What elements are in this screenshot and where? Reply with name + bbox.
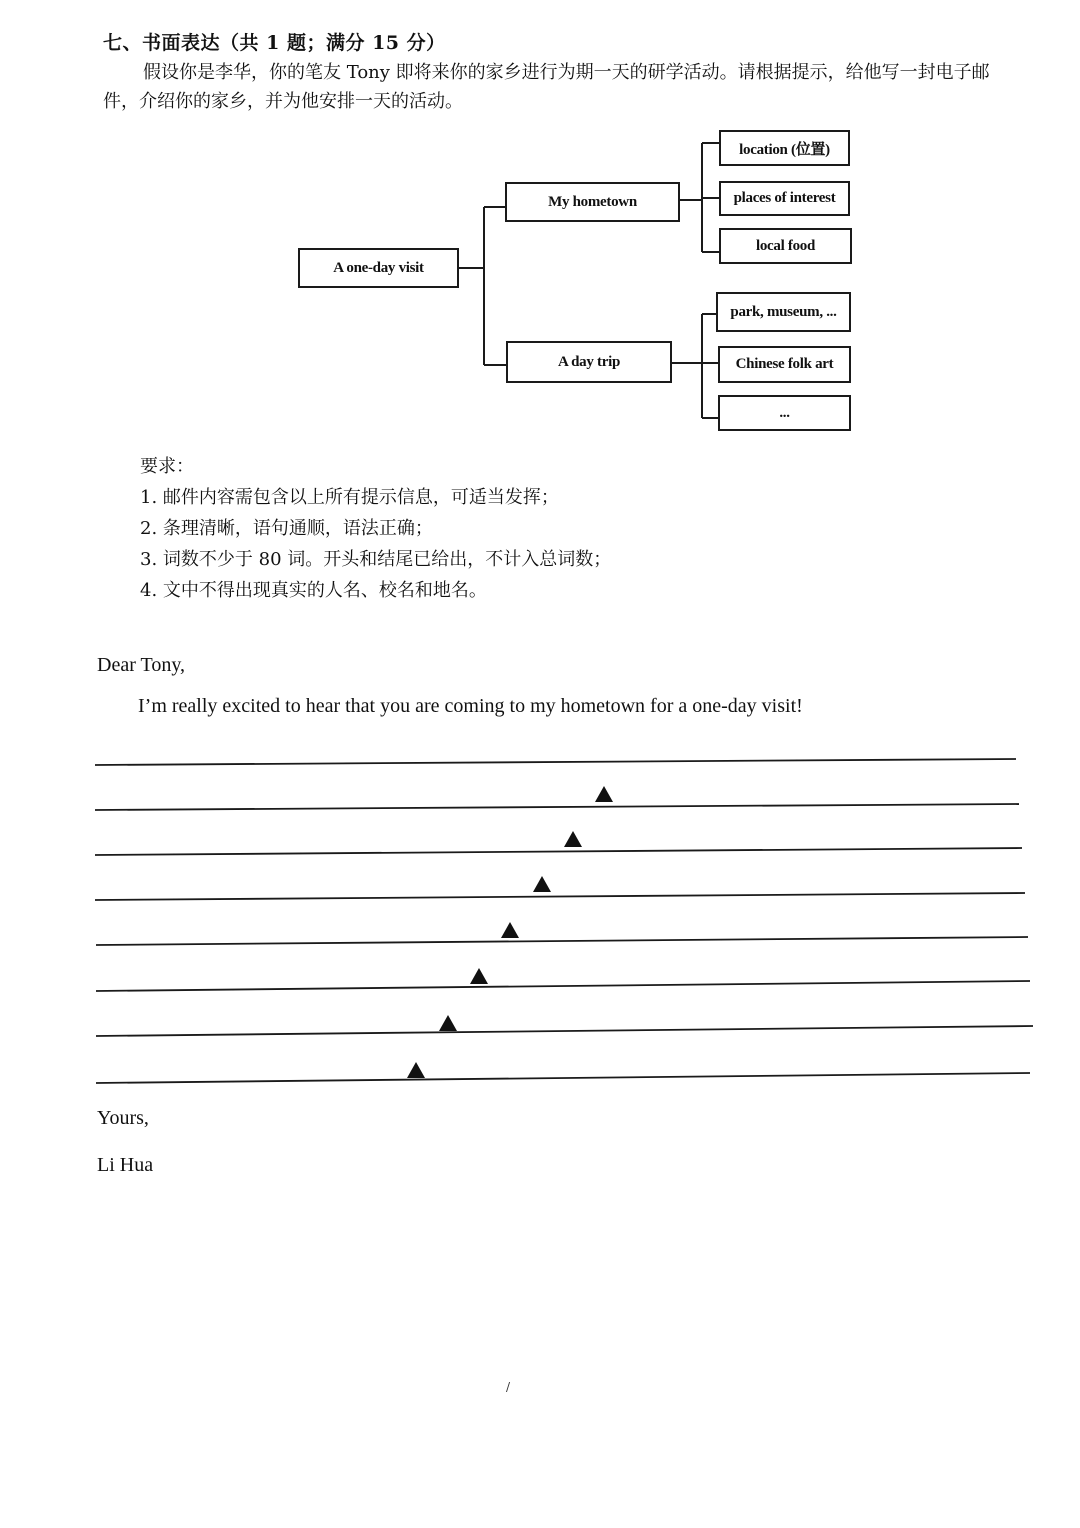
triangle-marker xyxy=(595,786,613,802)
mind-map-item-location: location (位置) xyxy=(719,130,850,166)
mind-map-item-folk-art: Chinese folk art xyxy=(718,346,851,383)
writing-line xyxy=(96,1026,1033,1036)
mind-map-item-places: places of interest xyxy=(719,181,850,216)
mind-map-branch-daytrip: A day trip xyxy=(506,341,672,383)
triangle-marker xyxy=(439,1015,457,1031)
writing-line xyxy=(95,804,1019,810)
writing-line xyxy=(95,848,1022,855)
mind-map-item-park: park, museum, ... xyxy=(716,292,851,332)
writing-line xyxy=(95,759,1016,765)
requirement-item: 4. 文中不得出现真实的人名、校名和地名。 xyxy=(140,580,487,601)
mind-map-item-ellipsis: ... xyxy=(718,395,851,431)
triangle-marker xyxy=(470,968,488,984)
requirement-item: 1. 邮件内容需包含以上所有提示信息，可适当发挥； xyxy=(140,487,559,508)
triangle-marker xyxy=(407,1062,425,1078)
requirement-item: 3. 词数不少于 80 词。开头和结尾已给出，不计入总词数； xyxy=(140,549,612,570)
letter-salutation: Dear Tony, xyxy=(97,654,186,676)
section-title: 七、书面表达（共 1 题；满分 15 分） xyxy=(103,32,446,54)
writing-line xyxy=(95,893,1025,900)
mind-map-branch-hometown: My hometown xyxy=(505,182,680,222)
requirement-item: 2. 条理清晰，语句通顺，语法正确； xyxy=(140,518,433,539)
writing-line xyxy=(96,937,1028,945)
triangle-marker xyxy=(533,876,551,892)
letter-opening: I’m really excited to hear that you are coming to my hometown for a one-day visit! xyxy=(138,695,803,717)
mind-map-root: A one-day visit xyxy=(298,248,459,288)
triangle-marker xyxy=(564,831,582,847)
letter-closing: Yours, xyxy=(97,1107,149,1129)
stray-mark: / xyxy=(506,1380,511,1394)
triangle-marker xyxy=(501,922,519,938)
writing-line xyxy=(96,981,1030,991)
task-instructions: 假设你是李华，你的笔友 Tony 即将来你的家乡进行为期一天的研学活动。请根据提示，给他写一封电子邮件，介绍你的家乡，并为他安排一天的活动。 xyxy=(103,62,990,112)
requirements-title: 要求： xyxy=(140,456,194,477)
mind-map-item-food: local food xyxy=(719,228,852,264)
writing-line xyxy=(96,1073,1030,1083)
letter-signature: Li Hua xyxy=(97,1154,154,1176)
